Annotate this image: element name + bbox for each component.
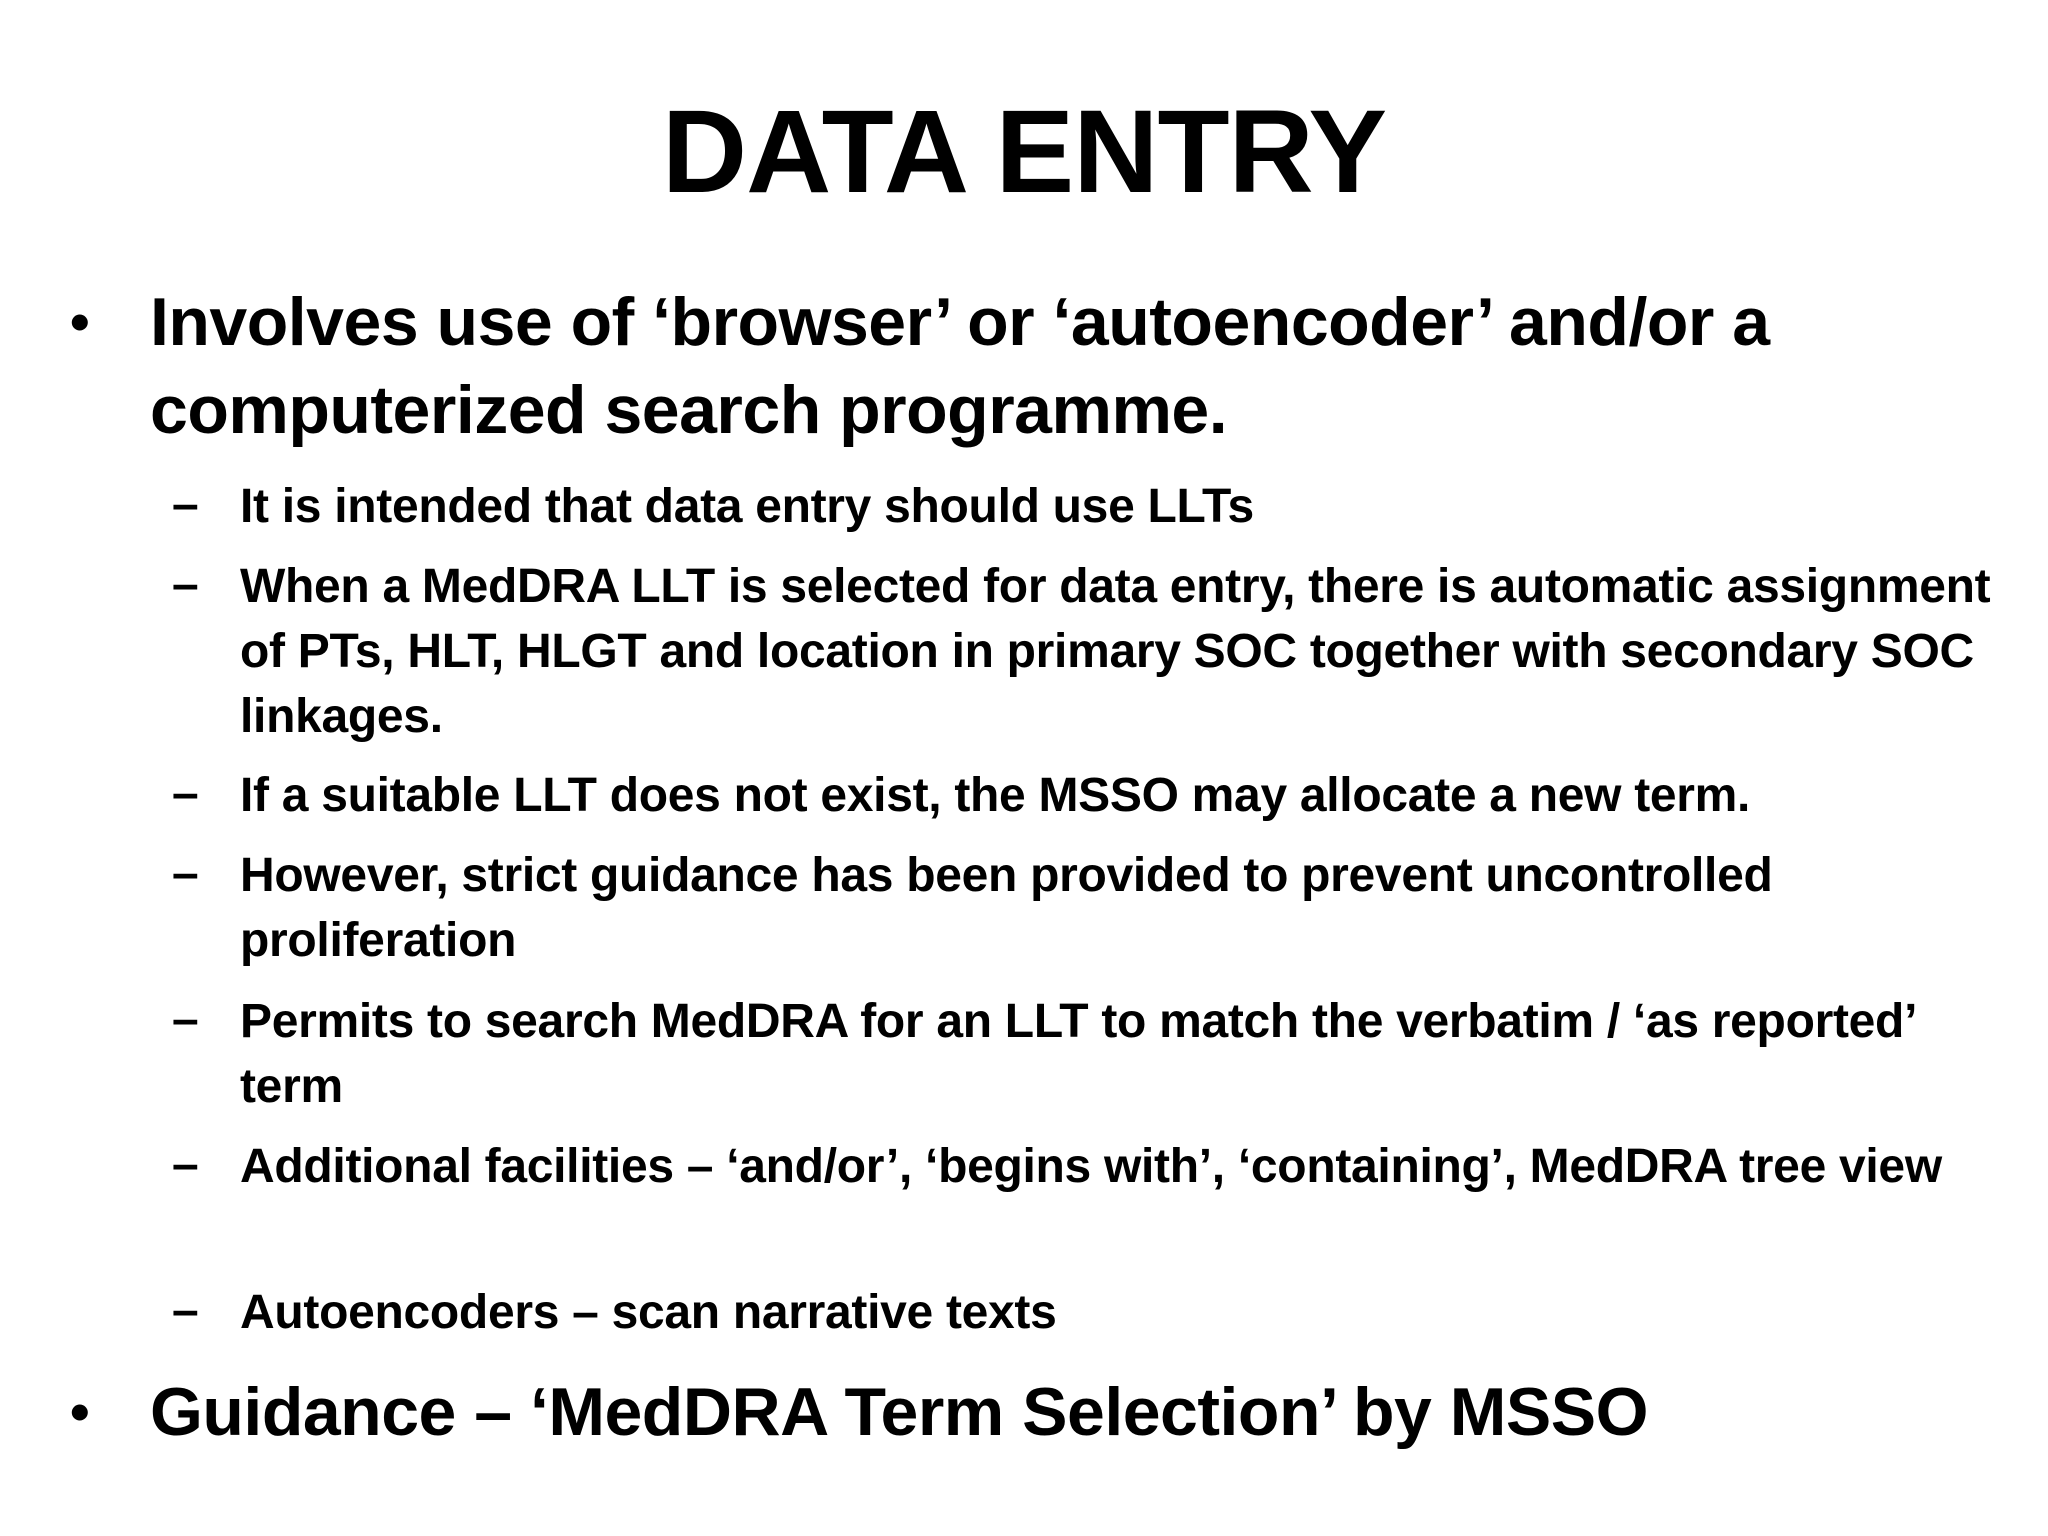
bullet-text: Guidance – ‘MedDRA Term Selection’ by MSSO — [150, 1374, 1649, 1450]
sub-item-text: However, strict guidance has been provided to prevent uncontrolled proliferation — [240, 849, 1773, 967]
slide-title: DATA ENTRY — [661, 86, 1387, 218]
bullet-item-1 — [70, 278, 1980, 454]
sub-item-text: When a MedDRA LLT is selected for data entry, there is automatic assignment of PTs, HLT, HLGT and location in primary SOC together with secondary SOC linkages. — [240, 560, 1991, 743]
sub-item-3 — [172, 763, 2000, 828]
bullet-marker: • — [70, 290, 90, 353]
sub-item-text: Additional facilities – ‘and/or’, ‘begins with’, ‘containing’, MedDRA tree view — [240, 1140, 1942, 1193]
bullet-text: Involves use of ‘browser’ or ‘autoencoder’ and/or a computerized search programme. — [150, 284, 1770, 448]
sub-item-text: It is intended that data entry should use LLTs — [240, 480, 1254, 533]
bullet-item-2 — [70, 1368, 1980, 1456]
bullet-marker: • — [70, 1380, 90, 1443]
sub-marker: – — [172, 478, 199, 531]
sub-marker: – — [172, 847, 199, 900]
sub-item-7 — [172, 1280, 2000, 1345]
sub-item-6 — [172, 1134, 2000, 1199]
sub-marker: – — [172, 767, 199, 820]
sub-marker: – — [172, 1138, 199, 1191]
sub-item-1 — [172, 474, 2000, 539]
sub-marker: – — [172, 1284, 199, 1337]
sub-item-text: If a suitable LLT does not exist, the MSSO may allocate a new term. — [240, 769, 1751, 822]
sub-item-2 — [172, 554, 2000, 749]
sub-item-text: Autoencoders – scan narrative texts — [240, 1286, 1057, 1339]
sub-item-text: Permits to search MedDRA for an LLT to match the verbatim / ‘as reported’ term — [240, 995, 1915, 1113]
sub-item-5 — [172, 989, 2000, 1119]
sub-item-4 — [172, 843, 2000, 973]
sub-marker: – — [172, 993, 199, 1046]
sub-marker: – — [172, 558, 199, 611]
